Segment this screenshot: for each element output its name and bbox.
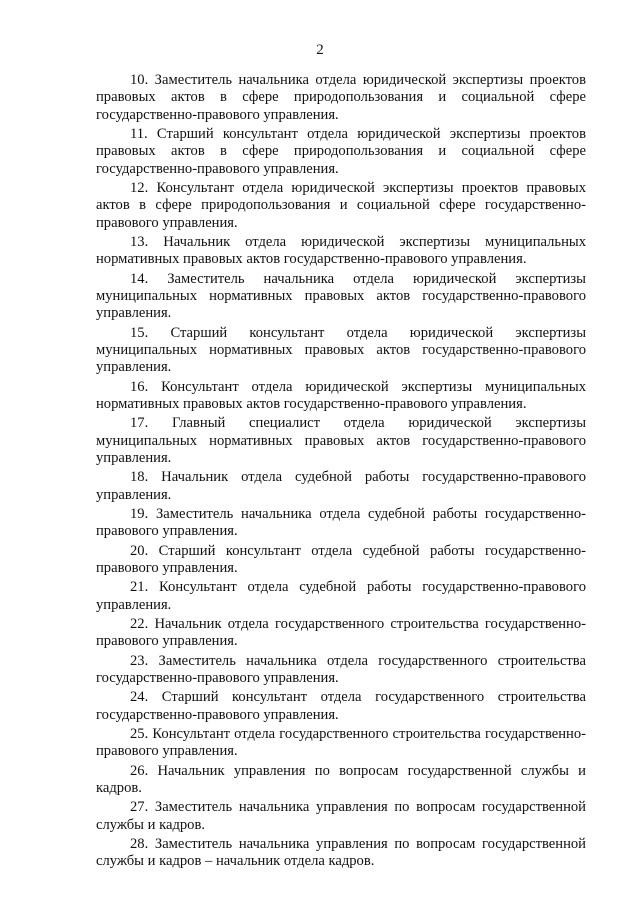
list-item: 10. Заместитель начальника отдела юридической экспертизы проектов правовых актов в сфере природопользования и социальной сфере государственно-правового управления. [96, 72, 586, 123]
list-item: 28. Заместитель начальника управления по вопросам государственной службы и кадров – начальник отдела кадров. [96, 836, 586, 870]
list-item: 20. Старший консультант отдела судебной работы государственно-правового управления. [96, 542, 586, 576]
list-item: 25. Консультант отдела государственного строительства государственно-правового управления. [96, 726, 586, 760]
list-item: 22. Начальник отдела государственного строительства государственно-правового управления. [96, 616, 586, 650]
list-item: 26. Начальник управления по вопросам государственной службы и кадров. [96, 762, 586, 797]
list-item: 17. Главный специалист отдела юридической экспертизы муниципальных нормативных правовых актов государственно-правового управления. [96, 415, 586, 466]
list-item: 23. Заместитель начальника отдела государственного строительства государственно-правового управления. [96, 652, 586, 687]
list-item: 12. Консультант отдела юридической экспертизы проектов правовых актов в сфере природопользования и социальной сфере государственно-правового управления. [96, 179, 586, 231]
list-item: 13. Начальник отдела юридической экспертизы муниципальных нормативных правовых актов государственно-правового управления. [96, 233, 586, 268]
list-item: 11. Старший консультант отдела юридической экспертизы проектов правовых актов в сфере природопользования и социальной сфере государственно-правового управления. [96, 125, 586, 177]
list-item: 16. Консультант отдела юридической экспертизы муниципальных нормативных правовых актов государственно-правового управления. [96, 378, 586, 412]
position-list [96, 72, 586, 873]
list-item: 24. Старший консультант отдела государственного строительства государственно-правового управления. [96, 689, 586, 723]
list-item: 21. Консультант отдела судебной работы государственно-правового управления. [96, 579, 586, 613]
list-item: 19. Заместитель начальника отдела судебной работы государственно-правового управления. [96, 505, 586, 540]
list-item: 15. Старший консультант отдела юридической экспертизы муниципальных нормативных правовых актов государственно-правового управления. [96, 324, 586, 376]
list-item: 14. Заместитель начальника отдела юридической экспертизы муниципальных нормативных правовых актов государственно-правового управления. [96, 270, 586, 322]
page-number: 2 [316, 42, 324, 58]
list-item: 27. Заместитель начальника управления по вопросам государственной службы и кадров. [96, 799, 586, 833]
list-item: 18. Начальник отдела судебной работы государственно-правового управления. [96, 469, 586, 503]
